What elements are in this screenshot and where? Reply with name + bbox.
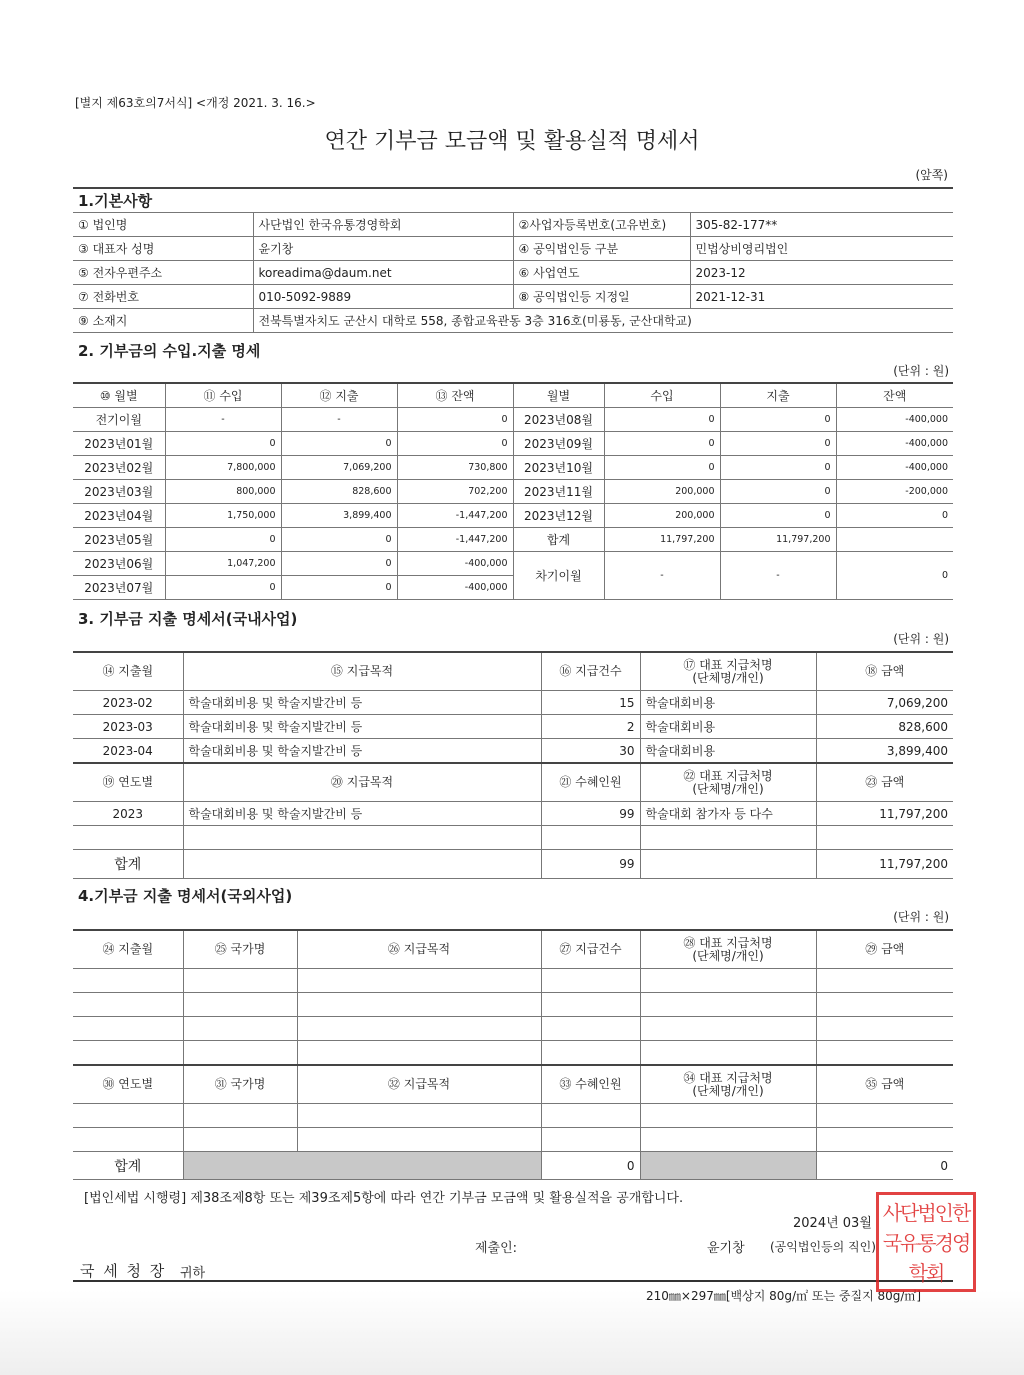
amount: 0 xyxy=(720,456,836,480)
column-header: ⑩ 월별 xyxy=(73,383,165,408)
amount: 0 xyxy=(836,504,953,528)
page-title: 연간 기부금 모금액 및 활용실적 명세서 xyxy=(324,129,700,154)
cell: 15 xyxy=(541,691,640,715)
table-row xyxy=(73,850,953,879)
header-subline: (단체명/개인) xyxy=(692,948,764,963)
column-header: ㉝ 수혜인원 xyxy=(541,1065,640,1104)
month-label: 2023년09월 xyxy=(513,432,604,456)
carry-label: 차기이월 xyxy=(513,552,604,600)
month-label: 2023년01월 xyxy=(73,432,165,456)
empty-cell xyxy=(541,1041,640,1066)
amount: 11,797,200 xyxy=(720,528,836,552)
empty-cell xyxy=(73,969,183,993)
table-row xyxy=(73,1041,953,1066)
amount: - xyxy=(720,552,836,600)
month-label: 2023년07월 xyxy=(73,576,165,600)
header-line: ㉞ 대표 지급처명 xyxy=(683,1070,773,1085)
amount: -400,000 xyxy=(397,552,513,576)
cell: 99 xyxy=(541,802,640,826)
amount: 0 xyxy=(604,456,720,480)
amount: 0 xyxy=(281,432,397,456)
total-amount: 11,797,200 xyxy=(816,850,953,879)
column-header: ⑳ 지급목적 xyxy=(183,763,541,802)
table-row xyxy=(73,652,953,691)
header-line: ㉒ 대표 지급처명 xyxy=(683,768,773,783)
amount: 0 xyxy=(165,432,281,456)
divider xyxy=(73,1280,953,1282)
amount: 1,750,000 xyxy=(165,504,281,528)
amount: 0 xyxy=(397,408,513,432)
cell: 2023-04 xyxy=(73,739,183,764)
table-row xyxy=(73,802,953,826)
total-amount: 0 xyxy=(816,1152,953,1180)
empty-cell xyxy=(73,993,183,1017)
empty-cell xyxy=(183,1104,297,1128)
amount: 0 xyxy=(281,576,397,600)
amount: - xyxy=(165,408,281,432)
cell: 2 xyxy=(541,715,640,739)
column-header xyxy=(640,930,816,969)
column-header: ㉚ 연도별 xyxy=(73,1065,183,1104)
field-value: 305-82-177** xyxy=(690,213,953,237)
table-row xyxy=(73,408,953,432)
month-label: 2023년02월 xyxy=(73,456,165,480)
field-value: 2021-12-31 xyxy=(690,285,953,309)
header-line: ㉘ 대표 지급처명 xyxy=(683,935,773,950)
empty-cell xyxy=(816,826,953,850)
amount: 0 xyxy=(720,432,836,456)
section-2-title: 2. 기부금의 수입.지출 명세 xyxy=(78,342,261,360)
table-row xyxy=(73,504,953,528)
amount: 0 xyxy=(281,528,397,552)
amount: 730,800 xyxy=(397,456,513,480)
month-label: 2023년12월 xyxy=(513,504,604,528)
statement: [법인세법 시행령] 제38조제8항 또는 제39조제5항에 따라 연간 기부금 모금액 및 활용실적을 공개합니다. xyxy=(84,1191,684,1206)
amount: 0 xyxy=(397,432,513,456)
table-row xyxy=(73,993,953,1017)
income-expense-table xyxy=(73,382,953,600)
empty-cell xyxy=(816,993,953,1017)
empty-cell xyxy=(541,826,640,850)
column-header: ㉔ 지출월 xyxy=(73,930,183,969)
column-header: ㉖ 지급목적 xyxy=(297,930,541,969)
field-label: ⑤ 전자우편주소 xyxy=(73,261,253,285)
amount: - xyxy=(604,552,720,600)
submitter-note: (공익법인등의 직인) xyxy=(770,1240,876,1254)
column-header: ⑱ 금액 xyxy=(816,652,953,691)
section-4-title: 4.기부금 지출 명세서(국외사업) xyxy=(78,887,293,905)
column-header: ㉙ 금액 xyxy=(816,930,953,969)
empty-cell xyxy=(640,1104,816,1128)
amount: 800,000 xyxy=(165,480,281,504)
shaded-cell xyxy=(183,1152,541,1180)
table-row xyxy=(73,739,953,764)
month-label: 2023년05월 xyxy=(73,528,165,552)
table-row xyxy=(73,930,953,969)
table-row xyxy=(73,1104,953,1128)
empty-cell xyxy=(816,1104,953,1128)
amount: -200,000 xyxy=(836,480,953,504)
field-label: ⑦ 전화번호 xyxy=(73,285,253,309)
total-count: 0 xyxy=(541,1152,640,1180)
cell: 11,797,200 xyxy=(816,802,953,826)
total-label: 합계 xyxy=(73,1152,183,1180)
unit-label: (단위 : 원) xyxy=(893,632,949,646)
table-row xyxy=(73,763,953,802)
empty-cell xyxy=(183,1128,297,1152)
empty-cell xyxy=(183,850,541,879)
official-seal: 사단법인한국유통경영학회 xyxy=(876,1192,976,1292)
empty-cell xyxy=(297,969,541,993)
amount: 0 xyxy=(720,504,836,528)
empty-cell xyxy=(297,1104,541,1128)
column-header: ㉗ 지급건수 xyxy=(541,930,640,969)
submitter-name: 윤기창 xyxy=(707,1241,745,1256)
empty-cell xyxy=(183,1017,297,1041)
field-value: 사단법인 한국유통경영학회 xyxy=(253,213,513,237)
empty-cell xyxy=(297,993,541,1017)
column-header: ⑬ 잔액 xyxy=(397,383,513,408)
total-count: 99 xyxy=(541,850,640,879)
amount: 200,000 xyxy=(604,504,720,528)
column-header: ⑫ 지출 xyxy=(281,383,397,408)
table-row xyxy=(73,552,953,576)
field-value: 민법상비영리법인 xyxy=(690,237,953,261)
table-row xyxy=(73,528,953,552)
amount: 3,899,400 xyxy=(281,504,397,528)
table-row xyxy=(73,1128,953,1152)
month-label: 합계 xyxy=(513,528,604,552)
field-value: 윤기창 xyxy=(253,237,513,261)
cell: 7,069,200 xyxy=(816,691,953,715)
empty-cell xyxy=(541,1128,640,1152)
amount: -400,000 xyxy=(397,576,513,600)
table-row xyxy=(73,969,953,993)
amount: 7,069,200 xyxy=(281,456,397,480)
recipient: 국 세 청 장 xyxy=(80,1262,167,1280)
date: 2024년 03월 xyxy=(793,1216,872,1231)
amount: 702,200 xyxy=(397,480,513,504)
empty-cell xyxy=(297,1128,541,1152)
cell: 학술대회비용 xyxy=(640,715,816,739)
amount: 0 xyxy=(281,552,397,576)
amount: -1,447,200 xyxy=(397,504,513,528)
amount: 828,600 xyxy=(281,480,397,504)
amount: -1,447,200 xyxy=(397,528,513,552)
table-row xyxy=(73,432,953,456)
header-subline: (단체명/개인) xyxy=(692,670,764,685)
side-label: (앞쪽) xyxy=(915,168,948,182)
column-header: 수입 xyxy=(604,383,720,408)
column-header xyxy=(640,763,816,802)
cell: 학술대회 참가자 등 다수 xyxy=(640,802,816,826)
empty-cell xyxy=(640,1041,816,1066)
paper-spec: 210㎜×297㎜[백상지 80g/㎡ 또는 중질지 80g/㎡] xyxy=(646,1289,922,1303)
month-label: 2023년06월 xyxy=(73,552,165,576)
cell: 학술대회비용 및 학술지발간비 등 xyxy=(183,802,541,826)
cell: 3,899,400 xyxy=(816,739,953,764)
month-label: 전기이월 xyxy=(73,408,165,432)
amount: 1,047,200 xyxy=(165,552,281,576)
column-header: ㉕ 국가명 xyxy=(183,930,297,969)
empty-cell xyxy=(297,1017,541,1041)
amount: 200,000 xyxy=(604,480,720,504)
column-header: ⑮ 지급목적 xyxy=(183,652,541,691)
address-value: 전북특별자치도 군산시 대학로 558, 종합교육관동 3층 316호(미룡동, 군산대학교) xyxy=(253,309,953,333)
section-3-title: 3. 기부금 지출 명세서(국내사업) xyxy=(78,610,298,628)
empty-cell xyxy=(183,969,297,993)
table-row xyxy=(73,237,953,261)
table-row xyxy=(73,261,953,285)
cell: 학술대회비용 xyxy=(640,739,816,764)
header-subline: (단체명/개인) xyxy=(692,781,764,796)
form-reference: [별지 제63호의7서식] <개정 2021. 3. 16.> xyxy=(75,96,316,110)
amount: - xyxy=(281,408,397,432)
amount: 0 xyxy=(720,480,836,504)
column-header: ㉜ 지급목적 xyxy=(297,1065,541,1104)
cell: 학술대회비용 및 학술지발간비 등 xyxy=(183,691,541,715)
month-label: 2023년10월 xyxy=(513,456,604,480)
empty-cell xyxy=(541,993,640,1017)
recipient-suffix: 귀하 xyxy=(180,1266,206,1281)
empty-cell xyxy=(73,1128,183,1152)
empty-cell xyxy=(541,969,640,993)
empty-cell xyxy=(640,826,816,850)
cell: 학술대회비용 및 학술지발간비 등 xyxy=(183,715,541,739)
empty-cell xyxy=(183,1041,297,1066)
column-header: ⑯ 지급건수 xyxy=(541,652,640,691)
amount: 7,800,000 xyxy=(165,456,281,480)
column-header: ⑪ 수입 xyxy=(165,383,281,408)
amount: 0 xyxy=(604,432,720,456)
header-line: ⑰ 대표 지급처명 xyxy=(683,657,773,672)
amount: -400,000 xyxy=(836,456,953,480)
table-row xyxy=(73,691,953,715)
month-label: 2023년03월 xyxy=(73,480,165,504)
empty-cell xyxy=(73,1017,183,1041)
month-label: 2023년04월 xyxy=(73,504,165,528)
column-header xyxy=(640,1065,816,1104)
table-row xyxy=(73,285,953,309)
amount: 0 xyxy=(165,528,281,552)
cell: 828,600 xyxy=(816,715,953,739)
empty-cell xyxy=(640,969,816,993)
amount: 11,797,200 xyxy=(604,528,720,552)
column-header: ⑲ 연도별 xyxy=(73,763,183,802)
submitter-label: 제출인: xyxy=(475,1241,518,1256)
unit-label: (단위 : 원) xyxy=(893,910,949,924)
empty-cell xyxy=(640,993,816,1017)
column-header: 잔액 xyxy=(836,383,953,408)
empty-cell xyxy=(640,850,816,879)
cell: 학술대회비용 xyxy=(640,691,816,715)
amount: -400,000 xyxy=(836,432,953,456)
empty-cell xyxy=(640,1017,816,1041)
column-header: 월별 xyxy=(513,383,604,408)
field-label: ④ 공익법인등 구분 xyxy=(513,237,690,261)
cell: 2023 xyxy=(73,802,183,826)
overseas-expense-table xyxy=(73,929,953,1180)
empty-cell xyxy=(73,1104,183,1128)
empty-cell xyxy=(541,1017,640,1041)
unit-label: (단위 : 원) xyxy=(893,364,949,378)
empty-cell xyxy=(816,969,953,993)
cell: 학술대회비용 및 학술지발간비 등 xyxy=(183,739,541,764)
empty-cell xyxy=(541,1104,640,1128)
column-header xyxy=(640,652,816,691)
cell: 30 xyxy=(541,739,640,764)
total-label: 합계 xyxy=(73,850,183,879)
cell: 2023-02 xyxy=(73,691,183,715)
address-label: ⑨ 소재지 xyxy=(73,309,253,333)
amount: 0 xyxy=(720,408,836,432)
table-row xyxy=(73,1065,953,1104)
empty-cell xyxy=(816,1017,953,1041)
field-value: koreadima@daum.net xyxy=(253,261,513,285)
column-header: 지출 xyxy=(720,383,836,408)
table-row xyxy=(73,456,953,480)
month-label: 2023년08월 xyxy=(513,408,604,432)
table-row xyxy=(73,480,953,504)
column-header: ㉓ 금액 xyxy=(816,763,953,802)
field-value: 010-5092-9889 xyxy=(253,285,513,309)
empty-cell xyxy=(73,1041,183,1066)
field-label: ③ 대표자 성명 xyxy=(73,237,253,261)
table-row xyxy=(73,213,953,237)
table-row xyxy=(73,715,953,739)
basic-info-table xyxy=(73,187,953,333)
amount: 0 xyxy=(604,408,720,432)
section-1-title: 1.기본사항 xyxy=(73,188,953,213)
field-label: ⑧ 공익법인등 지정일 xyxy=(513,285,690,309)
empty-cell xyxy=(816,1128,953,1152)
column-header: ⑭ 지출월 xyxy=(73,652,183,691)
empty-cell xyxy=(73,826,183,850)
cell: 2023-03 xyxy=(73,715,183,739)
column-header: ㉑ 수혜인원 xyxy=(541,763,640,802)
field-label: ⑥ 사업연도 xyxy=(513,261,690,285)
domestic-expense-table xyxy=(73,651,953,879)
table-row xyxy=(73,1152,953,1180)
empty-cell xyxy=(816,1041,953,1066)
column-header: ㉛ 국가명 xyxy=(183,1065,297,1104)
shaded-cell xyxy=(640,1152,816,1180)
field-label: ②사업자등록번호(고유번호) xyxy=(513,213,690,237)
field-label: ① 법인명 xyxy=(73,213,253,237)
column-header: ㉟ 금액 xyxy=(816,1065,953,1104)
empty-cell xyxy=(297,1041,541,1066)
table-row xyxy=(73,1017,953,1041)
empty-cell xyxy=(183,826,541,850)
amount xyxy=(836,528,953,552)
month-label: 2023년11월 xyxy=(513,480,604,504)
amount: 0 xyxy=(165,576,281,600)
field-value: 2023-12 xyxy=(690,261,953,285)
table-row xyxy=(73,826,953,850)
amount: -400,000 xyxy=(836,408,953,432)
amount: 0 xyxy=(836,552,953,600)
table-row xyxy=(73,383,953,408)
empty-cell xyxy=(640,1128,816,1152)
header-subline: (단체명/개인) xyxy=(692,1083,764,1098)
empty-cell xyxy=(183,993,297,1017)
